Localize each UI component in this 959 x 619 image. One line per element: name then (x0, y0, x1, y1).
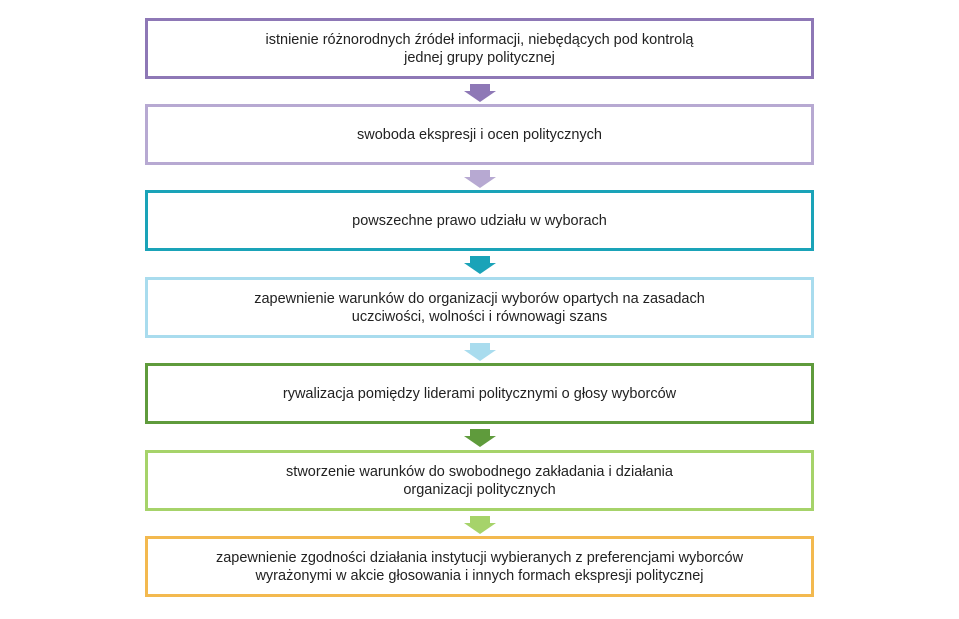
step-label-4: zapewnienie warunków do organizacji wyborów opartych na zasadach uczciwości, wolności i równowagi szans (254, 290, 705, 325)
arrow-shape-3 (464, 256, 496, 274)
arrow-down-icon (464, 343, 496, 361)
step-box-5 (145, 363, 814, 424)
arrow-shape-6 (464, 516, 496, 534)
step-box-3 (145, 190, 814, 251)
step-box-6 (145, 450, 814, 511)
arrow-down-icon (464, 170, 496, 188)
step-label-7: zapewnienie zgodności działania instytucji wybieranych z preferencjami wyborców wyrażonymi w akcie głosowania i innych formach ekspresji politycznej (215, 549, 744, 584)
step-box-1 (145, 18, 814, 79)
arrow-shape-5 (464, 429, 496, 447)
arrow-shape-4 (464, 343, 496, 361)
step-box-7 (145, 536, 814, 597)
step-box-2 (145, 104, 814, 165)
arrow-down-icon (464, 516, 496, 534)
arrow-shape-2 (464, 170, 496, 188)
arrow-down-icon (464, 256, 496, 274)
step-box-4 (145, 277, 814, 338)
arrow-shape-1 (464, 84, 496, 102)
step-label-6: stworzenie warunków do swobodnego zakładania i działania organizacji politycznych (286, 463, 673, 498)
arrow-down-icon (464, 84, 496, 102)
step-label-2: swoboda ekspresji i ocen politycznych (356, 126, 602, 143)
step-label-1: istnienie różnorodnych źródeł informacji, niebędących pod kontrolą jednej grupy politycznej (265, 31, 694, 66)
step-label-5: rywalizacja pomiędzy liderami politycznymi o głosy wyborców (282, 385, 677, 402)
arrow-down-icon (464, 429, 496, 447)
step-label-3: powszechne prawo udziału w wyborach (352, 212, 607, 229)
